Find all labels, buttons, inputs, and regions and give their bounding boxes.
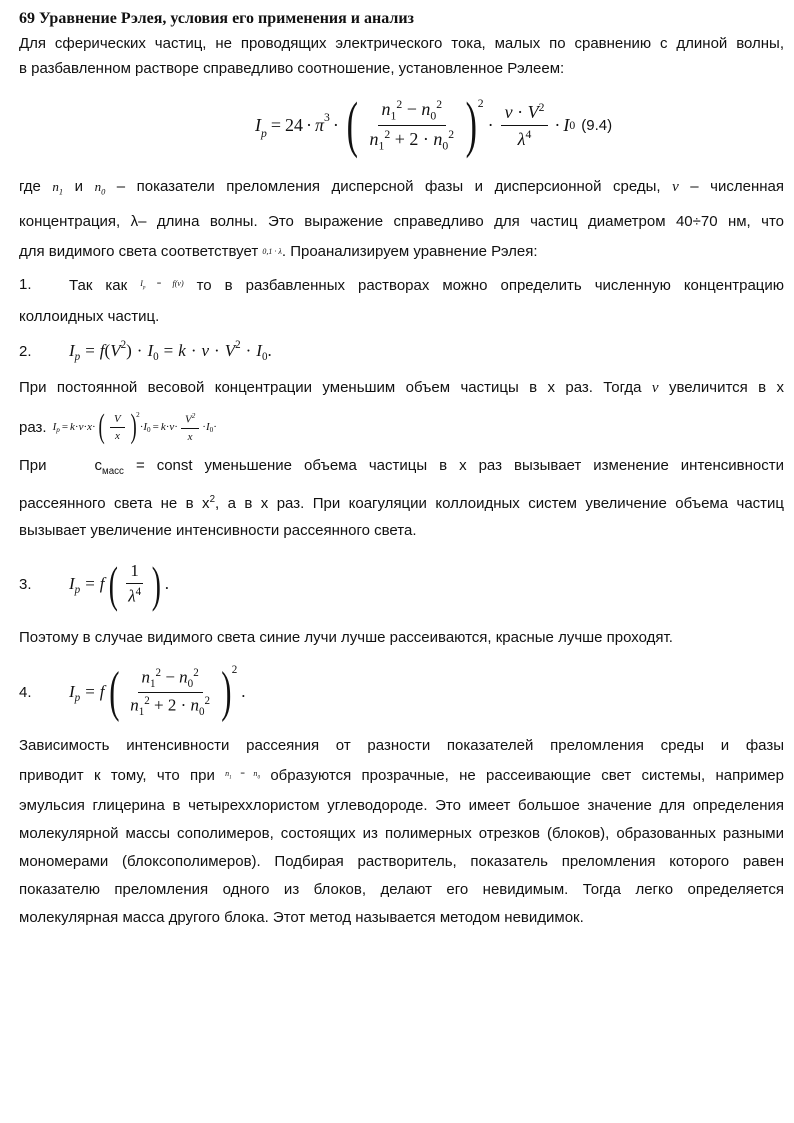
where-line-1: где $n_1$ и $n_0$ – показатели преломления дисперсной фазы и дисперсионной среды, ν – численная (19, 178, 784, 197)
para-2-line-2: раз. I $_p$ = k · ν · x · ( $\frac{V}{x}$ ) $^2$ · I $_0$ = k · ν · $\frac{V^2}{x}$ · I $_0$ · (19, 408, 217, 446)
para-3-line-3: вызывает увеличение интенсивности рассеянного света. (19, 522, 417, 540)
intro-line-1: Для сферических частиц, не проводящих электрического тока, малых по сравнению с длиной волны, (19, 35, 784, 52)
item-2: 2. I $_p$ = f ( V $^2$ ) · I $_0$ = k · ν · V $^2$ · I $_0$ . (19, 339, 272, 364)
section-title: 69 Уравнение Рэлея, условия его применения и анализ (19, 10, 414, 27)
para-5-rest: эмульсия глицерина в четыреххлористом углеводороде. Это имеет большое значение для определения молекулярной массы сополимеров, состоящих из полимерных отрезков (блоков), образованных разными мономерами (блоксополимеров). Подбирая растворитель, показатель преломления которого равен показателю преломления одного из блоков, делают его невидимым. Тогда легко определяется молекулярная масса другого блока. Этот метод называется методом невидимок. (19, 796, 784, 926)
where-line-3: для видимого света соответствует 0,1 · λ. Проанализируем уравнение Рэлея: (19, 242, 538, 260)
item-4: 4. I $_p$ = f ( $\frac{n_1^2 - n_0^2}{n_1^2 + 2 \cdot n_0^2}$ ) $^2$ . (19, 661, 246, 724)
rayleigh-equation: I $_p$ = 24 · π $^3$ · ( $\frac{n_1^2 - n_0^2}{n_1^2 + 2 \cdot n_0^2}$ ) $^2$ · $\frac{\nu \cdot V^2}{\lambda^4}$ · I 0 (9.4) (255, 91, 613, 159)
para-3-line-2: рассеянного света не в $x^2$, а в x раз. При коагуляции коллоидных систем увеличение объема частиц (19, 494, 784, 513)
where-line-2: концентрация, λ– длина волны. Это выражение справедливо для частиц диаметром 40÷70 нм, что (19, 212, 784, 230)
equation-number: (9.4) (581, 116, 613, 134)
item-3: 3. I $_p$ = f ( $\frac{1}{\lambda^4}$ ) . (19, 556, 169, 613)
para-2-line-1: При постоянной весовой концентрации уменьшим объем частицы в x раз. Тогда ν увеличится в x (19, 379, 785, 397)
item-1-line-2: коллоидных частиц. (19, 308, 160, 326)
item-1-line-1: 1. Так как $I_p = f(\nu)$ то в разбавленных растворах можно определить численную концентрацию (19, 276, 785, 294)
para-3-line-1: При $с_{масс}$ = const уменьшение объема частицы в x раз вызывает изменение интенсивности (19, 457, 785, 478)
document-page (19, 8, 784, 932)
para-5-line-1: Зависимость интенсивности рассеяния от разности показателей преломления среды и фазы (19, 737, 784, 755)
intro-line-2: в разбавленном растворе справедливо соотношение, установленное Рэлеем: (19, 60, 565, 77)
para-5-line-2: приводит к тому, что при $n_1 = n_0$ образуются прозрачные, не рассеивающие свет системы, например (19, 766, 784, 784)
para-4: Поэтому в случае видимого света синие лучи лучше рассеиваются, красные лучше проходят. (19, 629, 673, 647)
